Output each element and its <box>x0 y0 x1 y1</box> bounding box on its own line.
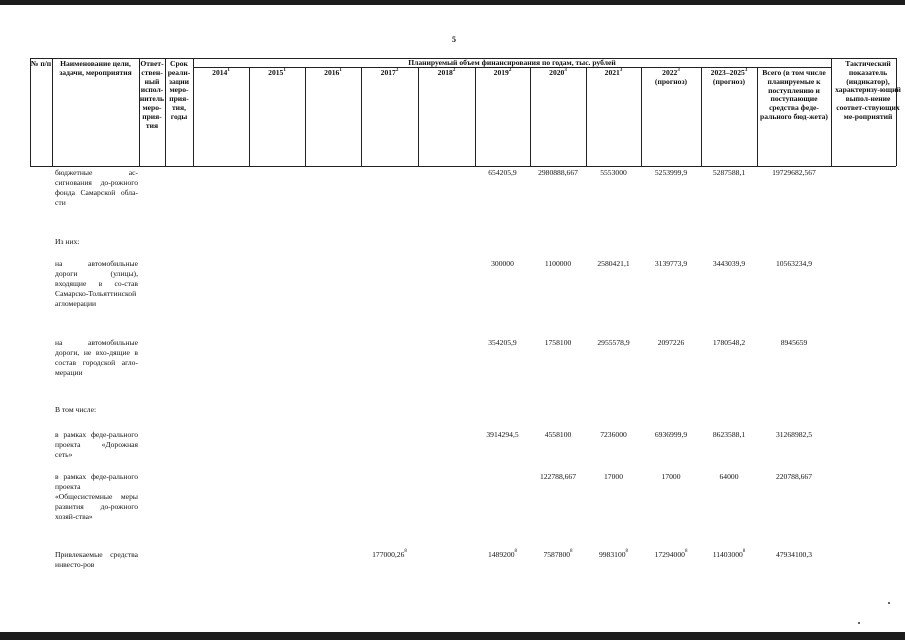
row-value: 654205,9 <box>488 168 517 177</box>
row-value: 220788,667 <box>775 472 813 481</box>
row-value: 4558100 <box>544 430 572 439</box>
row-value: 9983100$^8$ <box>598 549 629 559</box>
row-value: 11403000$^8$ <box>712 549 746 559</box>
row-value: 47934100,3 <box>775 550 813 559</box>
top-border <box>0 0 905 5</box>
header-year: 2016$^1$ <box>324 68 342 77</box>
header-year: 2022$^3$ (прогноз) <box>654 68 688 86</box>
row-value: 17000 <box>661 472 681 481</box>
row-value: 1489200$^8$ <box>487 549 518 559</box>
header-planned: Планируемый объем финансирования по годам, тыс. рублей <box>408 58 616 67</box>
header-year: 2014$^1$ <box>212 68 230 77</box>
row-value: 10563234,9 <box>775 259 813 268</box>
header-name: Наименование цели, задачи, мероприятия <box>59 59 132 77</box>
row-label: на автомобильные дороги, не вхо-дящие в состав городской агло-мерации <box>55 338 138 377</box>
row-value: 2580421,1 <box>597 259 630 268</box>
bottom-border <box>0 632 905 640</box>
row-value: 2980888,667 <box>538 168 578 177</box>
header-year: 2021$^3$ <box>604 68 623 77</box>
column-line <box>530 67 531 166</box>
row-value: 3914294,5 <box>486 430 519 439</box>
header-year: 2018$^2$ <box>437 68 456 77</box>
row-value: 6936999,9 <box>654 430 688 439</box>
row-value: 354205,9 <box>488 338 517 347</box>
page-number: 5 <box>452 35 456 44</box>
header-year: 2015$^1$ <box>268 68 286 77</box>
row-value: 31268982,5 <box>775 430 813 439</box>
column-line <box>249 67 250 166</box>
row-label: В том числе: <box>55 405 97 414</box>
column-line <box>586 67 587 166</box>
row-value: 1758100 <box>544 338 572 347</box>
row-value: 177000,26$^8$ <box>372 549 407 559</box>
row-label: в рамках феде-рального проекта «Дорожная сеть» <box>55 430 138 459</box>
header-year: 2017$^2$ <box>380 68 399 77</box>
header-deadline: Срок реали-зации меро-прия-тия, годы <box>167 59 191 121</box>
row-value: 1780548,2 <box>712 338 746 347</box>
row-value: 300000 <box>491 259 514 268</box>
scan-speck <box>888 602 890 604</box>
header-indicator: Тактический показатель (индикатор), характеризу-ющий выпол-нение соответ-ствующих ме-роприятий <box>835 59 901 121</box>
row-label: бюджетные ас-сигнования до-рожного фонда Самарской обла-сти <box>55 168 138 207</box>
header-bottom-line <box>30 166 896 167</box>
header-num: № п/п <box>30 59 52 68</box>
header-responsible: Ответ-ствен-ный испол-нитель меро-прия-тия <box>139 59 165 130</box>
column-line <box>30 58 31 166</box>
row-label: Из них: <box>55 237 80 246</box>
row-value: 2955578,9 <box>597 338 630 347</box>
header-year: 2019$^2$ <box>493 68 512 77</box>
row-value: 3443039,9 <box>712 259 746 268</box>
row-value: 8623588,1 <box>712 430 746 439</box>
row-value: 5253999,9 <box>654 168 688 177</box>
scan-speck <box>858 622 860 624</box>
row-value: 5287588,1 <box>712 168 746 177</box>
row-value: 7587800$^8$ <box>543 549 573 559</box>
row-value: 1100000 <box>544 259 572 268</box>
row-label: Привлекаемые средства инвесто-ров <box>55 550 138 569</box>
row-value: 2097226 <box>657 338 685 347</box>
row-value: 19729682,567 <box>772 168 816 177</box>
row-value: 17294000$^8$ <box>654 549 688 559</box>
row-value: 122788,667 <box>539 472 577 481</box>
column-line <box>361 67 362 166</box>
row-value: 3139773,9 <box>654 259 688 268</box>
row-value: 17000 <box>604 472 623 481</box>
row-value: 5553000 <box>600 168 627 177</box>
header-year: 2023–2025$^3$ (прогноз) <box>710 68 748 86</box>
column-line <box>418 67 419 166</box>
row-value: 64000 <box>719 472 739 481</box>
row-label: на автомобильные дороги (улицы), входящие в со-став Самарско-Тольяттинской агломерации <box>55 259 138 308</box>
row-label: в рамках феде-рального проекта «Общесистемные меры развития до-рожного хозяй-ства» <box>55 472 138 521</box>
header-total: Всего (в том числе планируемые к поступлению и поступающие средства феде-рального бюд-жета) <box>760 68 828 121</box>
column-line <box>305 67 306 166</box>
row-value: 8945659 <box>780 338 808 347</box>
row-value: 7236000 <box>600 430 627 439</box>
column-line <box>475 67 476 166</box>
header-year: 2020$^3$ <box>549 68 567 77</box>
